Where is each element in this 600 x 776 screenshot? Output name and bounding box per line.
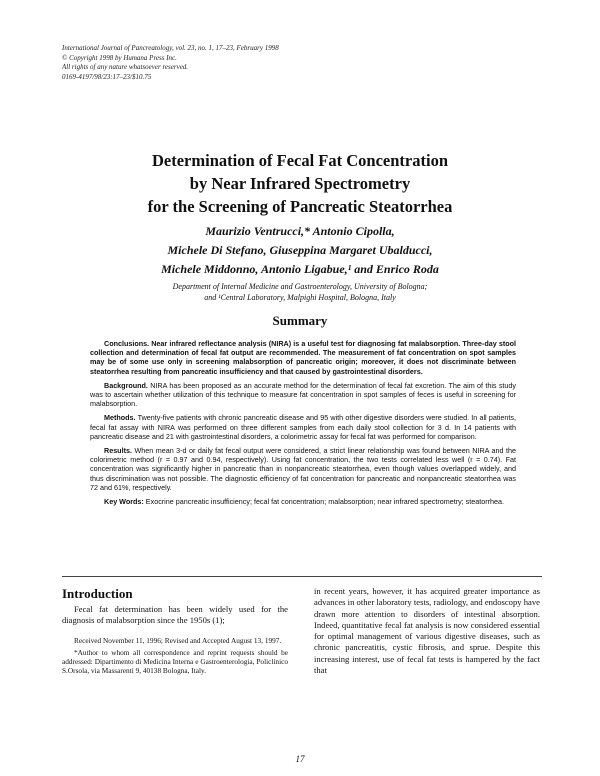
journal-line: International Journal of Pancreatology, vol. 23, no. 1, 17–23, February 1998: [62, 44, 279, 52]
footnotes: [62, 636, 288, 676]
title-line-1: Determination of Fecal Fat Concentration: [151, 151, 448, 170]
abstract-keywords: [90, 497, 516, 506]
footnote-received: Received November 11, 1996; Revised and Accepted August 13, 1997.: [74, 635, 282, 645]
results-text: When mean 3-d or daily fat fecal output were considered, a strict linear relationship was found between NIRA and the colorimetric method (r = 0.97 and 0.94, respectively). Using fat concentration, the two tests correlated less well (r = 0.74). Fat concentration was significantly higher in pancreatic than in nonpancreatic steatorrhea, even though values overlapped widely, and thus discrimination was not possible. The diagnostic efficiency of fat concentration for pancreatic and nonpancreatic steatorrhea was 72 and 61%, respectively.: [90, 446, 516, 492]
title-line-2: by Near Infrared Spectrometry: [189, 174, 411, 193]
affiliation-line-2: and ¹Central Laboratory, Malpighi Hospital, Bologna, Italy: [204, 293, 396, 302]
title-line-3: for the Screening of Pancreatic Steatorrhea: [147, 197, 453, 216]
abstract-methods: [90, 413, 516, 441]
abstract: [90, 339, 516, 511]
background-text: NIRA has been proposed as an accurate method for the determination of fecal fat excretion. The aim of this study was to ascertain whether utilization of this technique to measure fat concentration in spot samples of feces is useful in screening for malabsorption.: [90, 380, 516, 409]
footnote-correspondence: *Author to whom all correspondence and reprint requests should be addressed: Dipartimento di Medicina Interna e Gastroenterologia, Policlinico S.Orsola, via Massarenti 9, 40138 Bologna, Italy.: [62, 647, 288, 676]
copyright-line: © Copyright 1998 by Humana Press Inc.: [62, 53, 177, 62]
rights-line: All rights of any nature whatsoever reserved.: [62, 63, 189, 72]
abstract-results: [90, 446, 516, 492]
left-column: [62, 604, 288, 679]
abstract-conclusions: Conclusions. Near infrared reflectance analysis (NIRA) is a useful test for diagnosing fat malabsorption. Three-day stool collection and determination of fecal fat output are recommended. The measurement of fat concentration on spot samples may be of some use only in screening malabsorption of pancreatic origin; moreover, it does not discriminate between steatorrhea resulting from pancreatic insufficiency and that caused by gastrointestinal disorders.: [90, 339, 516, 376]
intro-paragraph-left: Fecal fat determination has been widely used for the diagnosis of malabsorption since the 1950s (1);: [62, 604, 288, 626]
methods-label: Methods.: [104, 413, 136, 423]
affiliation-line-1: Department of Internal Medicine and Gastroenterology, University of Bologna;: [172, 282, 428, 291]
keywords-text: Exocrine pancreatic insufficiency; fecal fat concentration; malabsorption; near infrared spectrometry; steatorrhea.: [143, 497, 505, 507]
paper-title: [0, 149, 600, 218]
affiliation: [0, 281, 600, 303]
author-list: [0, 222, 600, 279]
right-column: [314, 586, 540, 676]
background-label: Background.: [104, 380, 148, 390]
intro-paragraph-right: in recent years, however, it has acquired greater importance as advances in other laboratory tests, radiology, and endoscopy have drawn more attention to disorders of intestinal absorption. Indeed, quantitative fecal fat analysis is now considered essential for optimal management of various digestive diseases, such as chronic pancreatitis, cystic fibrosis, and sprue. Despite this increasing interest, use of fecal fat tests is hampered by the fact that: [314, 586, 540, 676]
page-number: 17: [295, 754, 305, 764]
authors-line-2: Michele Di Stefano, Giuseppina Margaret Ubalducci,: [167, 243, 433, 257]
introduction-heading: Introduction: [62, 586, 133, 601]
issn-line: 0169-4197/98/23:17–23/$10.75: [62, 72, 152, 81]
results-label: Results.: [104, 446, 132, 456]
abstract-background: [90, 381, 516, 409]
section-divider: [62, 576, 542, 577]
methods-text: Twenty-five patients with chronic pancreatic disease and 95 with other digestive disorders were studied. In all patients, fecal fat assay with NIRA was performed on three different samples from each daily stool collection for 3 d. In 14 patients with pancreatic disease and 21 with gastrointestinal disorders, a colorimetric assay for fecal fat was performed for comparison.: [90, 413, 516, 441]
authors-line-3: Michele Middonno, Antonio Ligabue,¹ and Enrico Roda: [161, 262, 439, 276]
authors-line-1: Maurizio Ventrucci,* Antonio Cipolla,: [205, 224, 395, 238]
keywords-label: Key Words:: [104, 497, 144, 507]
journal-header: [62, 44, 362, 82]
summary-heading: Summary: [272, 313, 328, 328]
